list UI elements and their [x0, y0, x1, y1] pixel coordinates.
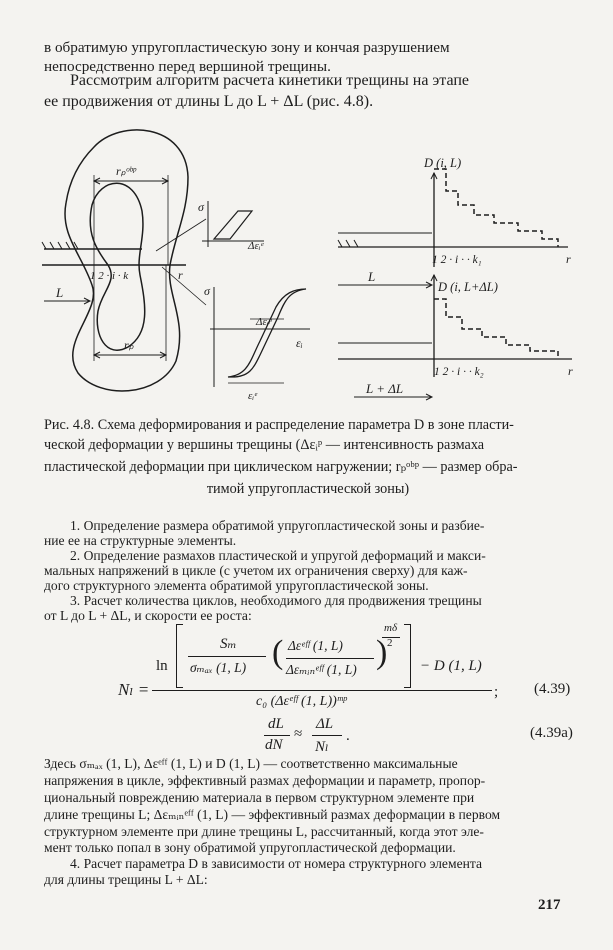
label-L-bottom: L + ΔL [366, 381, 404, 396]
page-number: 217 [538, 897, 561, 913]
eq-NL: Nₗ = [118, 680, 150, 699]
label-e-e: εᵢᵉ [248, 390, 257, 402]
eq-ln: ln [156, 658, 168, 674]
label-de-e: Δεᵢᵉ [248, 240, 264, 252]
eq-exp-bot: 2 [387, 637, 393, 649]
inner-zone-contour [90, 183, 145, 350]
step-2b: мальных напряжений в цикле (с учетом их ограничения сверху) для каж- [44, 563, 468, 578]
eq-main-fraction-line [152, 690, 492, 691]
eq-right-bracket [404, 624, 411, 688]
explanation-1: Здесь σₘₐₓ (1, L), Δεᵉᶠᶠ (1, L) и D (1, L) — соответственно максимальные [44, 756, 458, 771]
caption-line-1: Рис. 4.8. Схема деформирования и распределение параметра D в зоне пласти- [44, 417, 514, 433]
eq-number-4-39: (4.39) [534, 681, 571, 697]
label-D-bottom: D (i, L+ΔL) [438, 280, 498, 294]
intro-line-1: в обратимую упругопластическую зону и кончая разрушением [44, 39, 450, 56]
explanation-3: циональный повреждению материала в первом структурном элементе при [44, 790, 475, 805]
label-r-left: r [178, 268, 183, 282]
eq-left-bracket [176, 624, 183, 688]
step-4a: 4. Расчет параметра D в зависимости от номера структурного элемента [70, 856, 483, 871]
intro-line-4: ее продвижения от длины L до L + ΔL (рис. 4.8). [44, 93, 374, 110]
step-3a: 3. Расчет количества циклов, необходимого для продвижения трещины [70, 593, 482, 608]
eq-dot: . [346, 728, 350, 744]
figure-4-8 [38, 115, 578, 415]
label-sigma-bottom: σ [204, 284, 210, 298]
explanation-2: напряжения в цикле, эффективный размах деформации и параметр, пропор- [44, 773, 486, 788]
caption-line-3: пластической деформации при циклическом нагружении; rₚᵒᵇᵖ — размер обра- [44, 459, 518, 475]
label-ticks-bottom: 1 2 · i · · k₂ [434, 366, 484, 378]
eq-NL2: Nₗ [315, 739, 329, 755]
step-2c: дого структурного элемента обратимой упругопластической зоны. [44, 578, 429, 593]
explanation-6: мент только попал в зону обратимой упругопластической деформации. [44, 840, 456, 855]
caption-line-4: тимой упругопластической зоны) [206, 481, 410, 497]
eq-dL: dL [268, 716, 284, 732]
label-de-p: Δεᵢᵖ [256, 316, 272, 328]
eq-DL: ΔL [316, 716, 334, 732]
step-1a: 1. Определение размера обратимой упругопластической зоны и разбие- [70, 518, 485, 533]
label-sigma-top: σ [198, 200, 204, 214]
eq-approx: ≈ [294, 726, 303, 742]
explanation-4: длине трещины L; Δεₘᵢₙᵉᶠᶠ (1, L) — эффективный размах деформации в первом [44, 807, 501, 822]
eq-exp-top: mδ [384, 622, 398, 634]
eq-de-min: Δεₘᵢₙᵉᶠᶠ (1, L) [286, 662, 357, 677]
eq-dN: dN [265, 737, 283, 753]
step-3b: от L до L + ΔL, и скорости ее роста: [44, 608, 252, 623]
eq-minusD: − D (1, L) [420, 658, 482, 674]
explanation-5: структурном элементе при длине трещины L, рассчитанный, когда этот эле- [44, 824, 484, 839]
step-series-bottom [434, 299, 558, 359]
label-r-top: r [566, 252, 571, 266]
eq-de-eff: Δεᵉᶠᶠ (1, L) [288, 638, 343, 653]
label-rp: rₚ [124, 338, 134, 352]
step-series-top [434, 169, 558, 247]
label-eps-i: εᵢ [296, 336, 303, 350]
eq-number-4-39a: (4.39a) [530, 725, 573, 741]
step-1b: ние ее на структурные элементы. [44, 533, 237, 548]
step-2a: 2. Определение размахов пластической и упругой деформаций и макси- [70, 548, 486, 563]
intro-line-3: Рассмотрим алгоритм расчета кинетики трещины на этапе [70, 72, 470, 89]
label-r-bottom: r [568, 364, 573, 378]
label-ticks-top: 1 2 · i · · k₁ [432, 254, 482, 266]
intro-line-2: непосредственно перед вершиной трещины. [44, 58, 331, 75]
step-4b: для длины трещины L + ΔL: [44, 872, 208, 887]
label-L-left: L [56, 285, 64, 300]
eq-Sm: Sₘ [220, 636, 237, 652]
label-D-top: D (i, L) [424, 156, 462, 170]
eq-semicolon: ; [494, 684, 499, 700]
eq-denominator: c₀ (Δεᵉᶠᶠ (1, L))ᵐᵖ [256, 694, 347, 709]
eq-smax: σₘₐₓ (1, L) [190, 660, 247, 675]
caption-line-2: ческой деформации у вершины трещины (Δεᵢᵖ — интенсивность размаха [44, 437, 485, 453]
label-axis-ticks: 1 2 · i · k [90, 270, 129, 282]
label-L-top: L [368, 269, 376, 284]
label-rp-obr: rₚᵒᵇᵖ [116, 164, 136, 178]
